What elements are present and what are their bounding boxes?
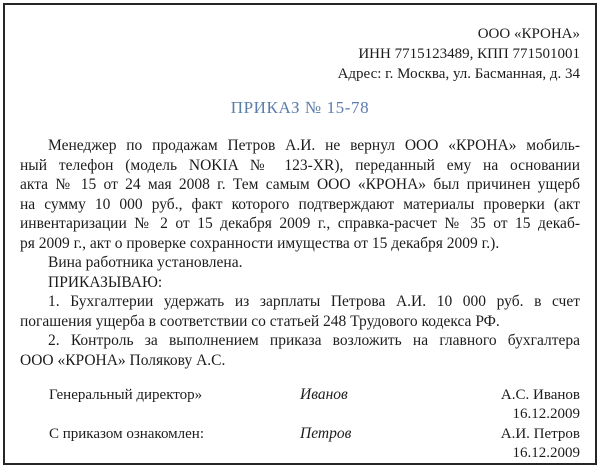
- order-body-line: Менеджер по продажам Петров А.И. не вернул ООО «КРОНА» мобиль-: [48, 137, 580, 154]
- order-body-line: погашения ущерба в соответствии со статьей 248 Трудового кодекса РФ.: [20, 312, 500, 330]
- order-body-line: ООО «КРОНА» Полякову А.С.: [20, 351, 226, 369]
- company-header: [20, 24, 580, 84]
- signature-autograph: Петров: [300, 425, 352, 442]
- order-title: ПРИКАЗ № 15-78: [230, 98, 370, 117]
- company-address: Адрес: г. Москва, ул. Басманная, д. 34: [337, 66, 580, 82]
- company-inn-kpp: ИНН 7715123489, КПП 771501001: [358, 46, 580, 62]
- order-body-line: 1. Бухгалтерии удержать из зарплаты Петрова А.И. 10 000 руб. в счет: [48, 293, 580, 310]
- signatory-name: А.С. Иванов: [500, 387, 580, 403]
- signature-block: [20, 385, 580, 463]
- company-name: ООО «КРОНА»: [477, 26, 580, 42]
- order-body-line: акта № 15 от 24 мая 2008 г. Тем самым ООО «КРОНА» был причинен ущерб: [20, 176, 580, 193]
- order-body-line: Вина работника установлена.: [48, 254, 243, 271]
- signature-row-employee: [20, 424, 580, 444]
- signature-row-director: [20, 385, 580, 405]
- order-body-line: ря 2009 г., акт о проверке сохранности имущества от 15 декабря 2009 г.).: [20, 234, 500, 252]
- order-body-line: на сумму 10 000 руб., факт которого подтверждают материалы проверки (акт: [20, 195, 580, 213]
- signature-label: Генеральный директор»: [49, 387, 203, 403]
- order-body-line: инвентаризации № 2 от 15 декабря 2009 г., справка-расчет № 35 от 15 декаб-: [20, 215, 580, 232]
- order-body: [20, 136, 580, 370]
- signature-label: С приказом ознакомлен:: [49, 426, 205, 442]
- signatory-name: А.И. Петров: [500, 426, 580, 442]
- order-body-line: ПРИКАЗЫВАЮ:: [48, 273, 163, 291]
- document-page: [3, 3, 597, 465]
- order-body-line: ный телефон (модель NOKIA № 123-XR), переданный ему на основании: [20, 156, 580, 174]
- signature-date: 16.12.2009: [512, 445, 580, 461]
- signature-autograph: Иванов: [300, 386, 348, 403]
- order-body-line: 2. Контроль за выполнением приказа возложить на главного бухгалтера: [48, 332, 580, 349]
- signature-date: 16.12.2009: [512, 406, 580, 422]
